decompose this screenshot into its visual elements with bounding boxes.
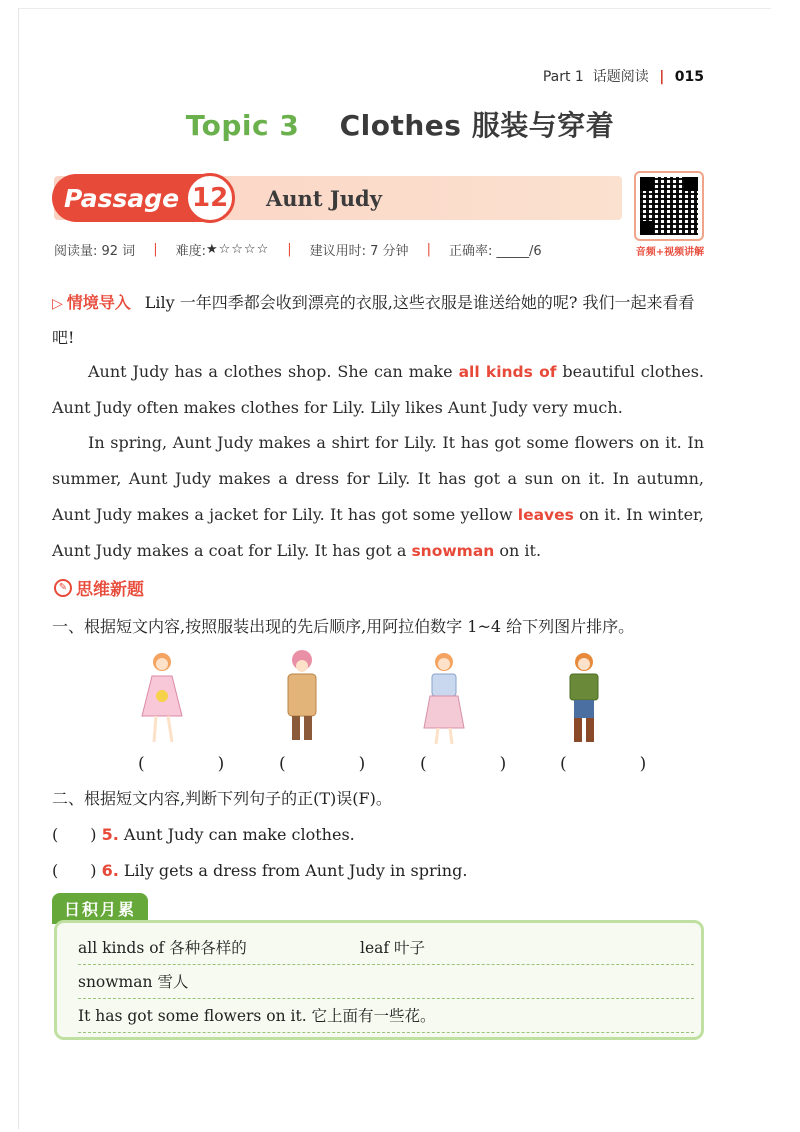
qr-caption: 音频+视频讲解 [635, 247, 705, 258]
girl-shirt-picture [424, 653, 464, 744]
answer-blank[interactable]: ( ) [560, 754, 675, 774]
item-text: Aunt Judy can make clothes. [123, 825, 355, 844]
accuracy-rate: 正确率: _____/6 [448, 244, 542, 259]
passage-number: 12 [185, 173, 235, 223]
suggested-time: 建议用时: 7 分钟 [309, 244, 409, 259]
vocab-line [78, 970, 694, 999]
answer-blank[interactable]: ( ) [52, 861, 97, 880]
girl-jacket-picture [570, 653, 598, 742]
intro-label: ▷ 情境导入 [52, 293, 131, 312]
girl-coat-picture [288, 650, 316, 740]
vocab-entry: all kinds of 各种各样的 [78, 939, 247, 957]
section-label: 话题阅读 [592, 69, 649, 85]
sentence-entry: It has got some flowers on it. 它上面有一些花。 [78, 1007, 436, 1025]
item-text: Lily gets a dress from Aunt Judy in spring. [123, 861, 468, 880]
item-number: 5. [101, 825, 119, 844]
vocab-entry: leaf 叶子 [360, 939, 426, 957]
page-number: 015 [674, 69, 704, 85]
answer-blank[interactable]: ( ) [138, 754, 253, 774]
passage-tag [52, 174, 229, 222]
running-header [543, 66, 704, 86]
question-2-instruction: 二、根据短文内容,判断下列句子的正(T)误(F)。 [52, 789, 392, 808]
intro-text: Lily 一年四季都会收到漂亮的衣服,这些衣服是谁送给她的呢? 我们一起来看看吧! [52, 293, 695, 347]
meta-divider: | [153, 242, 158, 257]
highlight-phrase: all kinds of [458, 363, 557, 381]
passage-paragraph-1: Aunt Judy has a clothes shop. She can make all kinds of beautiful clothes. Aunt Judy often makes clothes for Lily. Lily likes Aunt Judy very much. [52, 362, 705, 417]
vocab-line [78, 1004, 694, 1033]
topic-heading [0, 104, 800, 144]
difficulty-label: 难度: [175, 244, 206, 259]
topic-number: Topic 3 [185, 109, 300, 142]
answer-blank[interactable]: ( ) [420, 754, 535, 774]
meta-divider: | [426, 242, 431, 257]
word-count: 阅读量: 92 词 [54, 244, 136, 259]
answer-blank[interactable]: ( ) [279, 754, 394, 774]
highlight-word: leaves [517, 506, 574, 524]
play-triangle-icon: ▷ [52, 296, 63, 312]
vocab-entry: snowman 雪人 [78, 973, 189, 991]
difficulty-stars-icon: ★☆☆☆☆ [205, 242, 270, 257]
passage-label: Passage [64, 183, 180, 213]
answer-blank[interactable]: ( ) [52, 825, 97, 844]
question-1-instruction: 一、根据短文内容,按照服装出现的先后顺序,用阿拉伯数字 1~4 给下列图片排序。 [52, 617, 635, 636]
qr-code[interactable] [634, 171, 704, 241]
item-number: 6. [101, 861, 119, 880]
tf-item [52, 822, 355, 845]
qr-code-icon [640, 177, 698, 235]
header-separator: | [659, 69, 665, 85]
intro-section [52, 286, 712, 355]
topic-name: Clothes 服装与穿着 [339, 109, 615, 142]
meta-divider: | [287, 242, 292, 257]
brain-icon: ✎ [54, 579, 72, 597]
section-heading [54, 575, 144, 600]
passage-title: Aunt Judy [266, 186, 382, 211]
vocab-line [78, 936, 694, 965]
tf-item [52, 858, 467, 881]
girl-dress-picture [142, 653, 182, 742]
clothes-pictures [120, 648, 640, 748]
reading-meta [54, 240, 542, 259]
part-label: Part 1 [542, 69, 584, 85]
highlight-word: snowman [411, 542, 495, 560]
accumulate-tab: 日积月累 [52, 893, 148, 924]
passage-paragraph-2: In spring, Aunt Judy makes a shirt for Lily. It has got some flowers on it. In summer, Aunt Judy makes a dress for Lily. It has got a sun on it. In autumn, Aunt Judy makes a jacket for Lily. It has got some yellow leaves on it. In winter, Aunt Judy makes a coat for Lily. It has got a snowman on it. [52, 433, 705, 560]
section-title: 思维新题 [76, 580, 144, 600]
